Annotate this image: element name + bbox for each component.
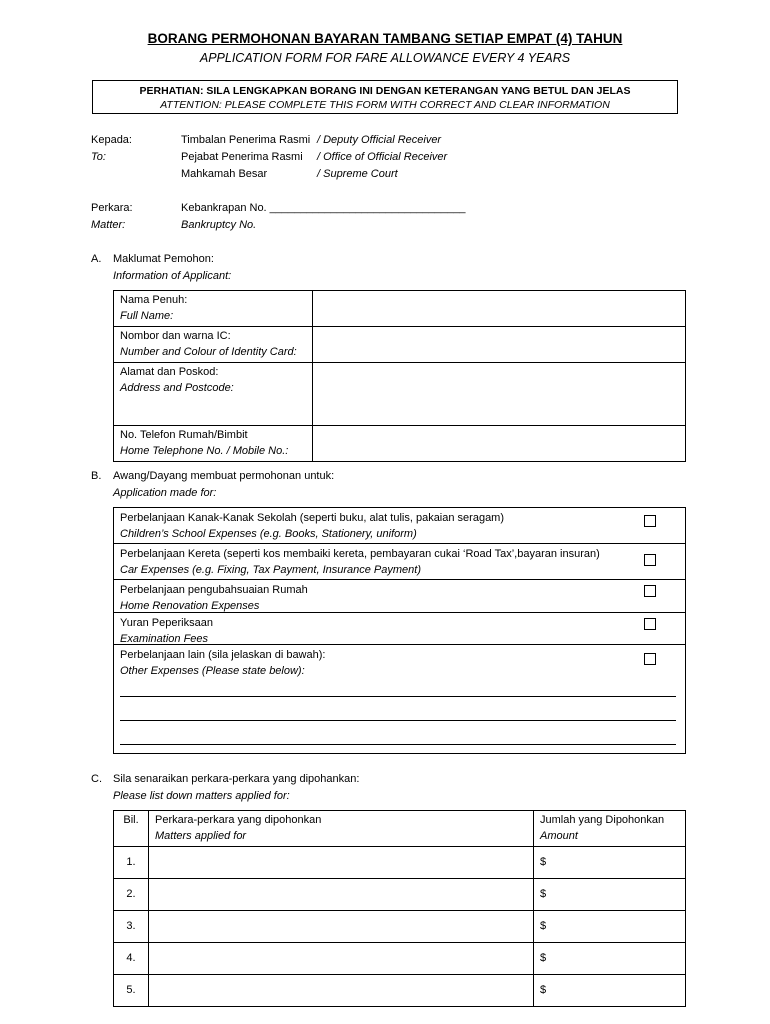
bankruptcy-number-field[interactable]: Kebankrapan No. ________________________________ Bankruptcy No. bbox=[181, 202, 466, 231]
car-expenses-checkbox[interactable] bbox=[644, 554, 656, 566]
recipient-line: Pejabat Penerima Rasmi / Office of Official Receiver bbox=[181, 151, 448, 163]
matter-input[interactable] bbox=[149, 975, 534, 1007]
title-english: APPLICATION FORM FOR FARE ALLOWANCE EVERY 4 YEARS bbox=[199, 51, 571, 65]
col-matters-header: Perkara-perkara yang dipohonkan Matters applied for bbox=[149, 811, 534, 847]
recipient-line: Mahkamah Besar / Supreme Court bbox=[181, 168, 398, 180]
attention-notice bbox=[92, 80, 678, 114]
table-row bbox=[114, 943, 686, 975]
row-number: 1. bbox=[114, 847, 149, 879]
section-c-letter: C. bbox=[91, 773, 102, 785]
title-malay: BORANG PERMOHONAN BAYARAN TAMBANG SETIAP EMPAT (4) TAHUN bbox=[147, 31, 623, 46]
other-expenses-line[interactable] bbox=[120, 744, 676, 745]
other-expenses-checkbox[interactable] bbox=[644, 653, 656, 665]
notice-english: ATTENTION: PLEASE COMPLETE THIS FORM WITH CORRECT AND CLEAR INFORMATION bbox=[160, 99, 610, 111]
full-name-input[interactable] bbox=[313, 291, 686, 327]
amount-input[interactable]: $ bbox=[534, 847, 686, 879]
expense-options-box bbox=[113, 507, 686, 754]
expense-option-other: Perbelanjaan lain (sila jelaskan di bawah): Other Expenses (Please state below): bbox=[114, 645, 685, 753]
table-row bbox=[114, 291, 686, 327]
table-row bbox=[114, 975, 686, 1007]
matter-input[interactable] bbox=[149, 879, 534, 911]
recipient-line: Timbalan Penerima Rasmi / Deputy Official Receiver bbox=[181, 134, 442, 146]
expense-option-exam: Yuran Peperiksaan Examination Fees bbox=[114, 613, 685, 645]
matters-table bbox=[113, 810, 686, 1007]
col-amount-header: Jumlah yang Dipohonkan Amount bbox=[534, 811, 686, 847]
exam-fees-checkbox[interactable] bbox=[644, 618, 656, 630]
notice-malay: PERHATIAN: SILA LENGKAPKAN BORANG INI DENGAN KETERANGAN YANG BETUL DAN JELAS bbox=[139, 85, 631, 97]
section-b-letter: B. bbox=[91, 470, 102, 482]
expense-option-renovation: Perbelanjaan pengubahsuaian Rumah Home Renovation Expenses bbox=[114, 580, 685, 613]
matter-input[interactable] bbox=[149, 847, 534, 879]
row-number: 4. bbox=[114, 943, 149, 975]
amount-input[interactable]: $ bbox=[534, 879, 686, 911]
row-number: 2. bbox=[114, 879, 149, 911]
other-expenses-line[interactable] bbox=[120, 696, 676, 697]
col-bil-header: Bil. bbox=[114, 811, 149, 847]
section-a-heading: Maklumat Pemohon: Information of Applicant: bbox=[113, 253, 232, 282]
section-b-heading: Awang/Dayang membuat permohonan untuk: Application made for: bbox=[113, 470, 335, 499]
amount-input[interactable]: $ bbox=[534, 975, 686, 1007]
address-label: Alamat dan Poskod: Address and Postcode: bbox=[114, 363, 313, 426]
amount-input[interactable]: $ bbox=[534, 943, 686, 975]
school-expenses-checkbox[interactable] bbox=[644, 515, 656, 527]
row-number: 3. bbox=[114, 911, 149, 943]
row-number: 5. bbox=[114, 975, 149, 1007]
table-header-row bbox=[114, 811, 686, 847]
address-input[interactable] bbox=[313, 363, 686, 426]
table-row bbox=[114, 327, 686, 363]
table-row bbox=[114, 879, 686, 911]
full-name-label: Nama Penuh: Full Name: bbox=[114, 291, 313, 327]
section-c-heading: Sila senaraikan perkara-perkara yang dipohankan: Please list down matters applied for: bbox=[113, 773, 360, 802]
table-row bbox=[114, 911, 686, 943]
ic-number-label: Nombor dan warna IC: Number and Colour of Identity Card: bbox=[114, 327, 313, 363]
expense-option-car: Perbelanjaan Kereta (seperti kos membaiki kereta, pembayaran cukai ‘Road Tax’,bayaran insuran) Car Expenses (e.g. Fixing, Tax Payment, Insurance Payment) bbox=[114, 544, 685, 580]
renovation-checkbox[interactable] bbox=[644, 585, 656, 597]
table-row bbox=[114, 363, 686, 426]
applicant-info-table bbox=[113, 290, 686, 462]
matter-label: Perkara: Matter: bbox=[91, 202, 133, 231]
form-title bbox=[0, 31, 770, 65]
table-row bbox=[114, 847, 686, 879]
telephone-input[interactable] bbox=[313, 426, 686, 462]
to-label: Kepada: To: bbox=[91, 134, 132, 163]
recipient-list bbox=[181, 132, 447, 183]
telephone-label: No. Telefon Rumah/Bimbit Home Telephone No. / Mobile No.: bbox=[114, 426, 313, 462]
amount-input[interactable]: $ bbox=[534, 911, 686, 943]
expense-option-school: Perbelanjaan Kanak-Kanak Sekolah (seperti buku, alat tulis, pakaian seragam) Children’s School Expenses (e.g. Books, Stationery, uniform) bbox=[114, 508, 685, 544]
other-expenses-line[interactable] bbox=[120, 720, 676, 721]
ic-number-input[interactable] bbox=[313, 327, 686, 363]
section-a-letter: A. bbox=[91, 253, 102, 265]
table-row bbox=[114, 426, 686, 462]
matter-input[interactable] bbox=[149, 943, 534, 975]
matter-input[interactable] bbox=[149, 911, 534, 943]
